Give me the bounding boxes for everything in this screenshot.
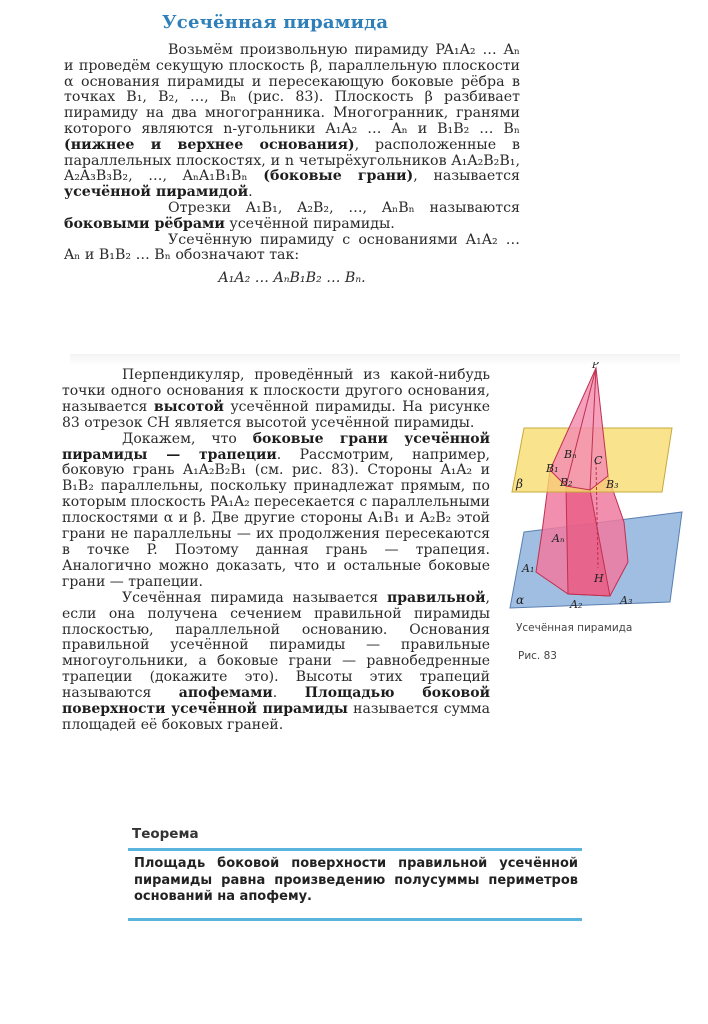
term-regular: правильной <box>386 589 486 606</box>
regular-text-2: , если она получена сечением правильной пирамиды плоскостью, параллельной основанию. Основания правильной усечённой пирамиды — правильные многоугольники, а боковые грани — равнобедренные трапеции (докажите это). Высоты этих трапеций называются <box>62 589 490 702</box>
theorem-title: Теорема <box>132 826 199 842</box>
height-text-1: Перпендикуляр, проведённый из какой-нибудь точки одного основания к плоскости другого основания, называется <box>62 367 490 415</box>
term-lateral-edges: боковыми рёбрами <box>64 215 225 232</box>
intro-paragraph <box>64 43 520 201</box>
label-h: H <box>594 572 604 585</box>
label-b2: B₂ <box>560 476 573 489</box>
edges-paragraph <box>64 201 520 233</box>
intro-section <box>64 12 520 286</box>
term-frustum: усечённой пирамидой <box>64 184 249 201</box>
figure-caption: Усечённая пирамида <box>516 622 633 634</box>
term-height: высотой <box>153 398 224 415</box>
height-paragraph <box>62 368 490 432</box>
term-lateral-faces: (боковые грани) <box>263 168 414 185</box>
term-apothems: апофемами <box>178 685 273 702</box>
intro-text-3: , называется <box>413 168 520 185</box>
label-b1: B₁ <box>546 462 559 475</box>
term-trapezoids: боковые грани усечённой пирамиды — трапеции <box>62 430 490 463</box>
theorem-bottom-rule <box>128 918 582 921</box>
label-beta: β <box>516 477 523 491</box>
proof-paragraph <box>62 432 490 591</box>
proof-text-2: . Рассмотрим, например, боковую грань A₁A₂B₂B₁ (см. рис. 83). Стороны A₁A₂ и B₁B₂ параллельны, поскольку принадлежат прямым, по которым плоскость PA₁A₂ пересекается с параллельными плоскостями α и β. Две другие стороны A₁B₁ и A₂B₂ этой грани не параллельны — их продолжения пересекаются в точке P. Поэтому данная грань — трапеция. Аналогично можно доказать, что и остальные боковые грани — трапеции. <box>62 446 490 590</box>
regular-paragraph <box>62 591 490 734</box>
main-text <box>62 368 490 734</box>
term-bases: (нижнее и верхнее основания) <box>64 136 355 153</box>
label-an: Aₙ <box>552 532 565 545</box>
figure-number: Рис. 83 <box>518 650 557 662</box>
theorem-text: Площадь боковой поверхности правильной усечённой пирамиды равна произведению полусуммы периметров оснований на апофему. <box>134 856 578 904</box>
frustum-figure <box>502 362 692 682</box>
label-p: P <box>592 362 599 371</box>
height-text-2: усечённой пирамиды. На рисунке 83 отрезок CH является высотой усечённой пирамиды. <box>62 398 490 431</box>
edges-text-1: Отрезки A₁B₁, A₂B₂, …, AₙBₙ называются <box>168 199 520 216</box>
regular-text-1: Усечённая пирамида называется <box>122 589 387 606</box>
label-a1: A₁ <box>522 562 535 575</box>
label-a3: A₃ <box>620 594 633 607</box>
intro-text-1: Возьмём произвольную пирамиду PA₁A₂ … Aₙ и проведём секущую плоскость β, параллельную плоскости α основания пирамиды и пересекающую боковые рёбра в точках B₁, B₂, …, Bₙ (рис. 83). Плоскость β разбивает пирамиду на два многогранника. Многогранник, гранями которого являются n-угольники A₁A₂ … Aₙ и B₁B₂ … Bₙ <box>64 42 520 137</box>
regular-text-4: называется сумма площадей её боковых граней. <box>62 701 490 733</box>
term-lateral-area: Площадью боковой поверхности усечённой пирамиды <box>62 685 490 718</box>
edges-text-2: усечённой пирамиды. <box>224 215 395 232</box>
proof-text-1: Докажем, что <box>122 430 253 447</box>
label-b3: B₃ <box>606 478 619 491</box>
label-c: C <box>594 454 603 467</box>
label-alpha: α <box>516 593 525 607</box>
theorem-top-rule <box>128 848 582 851</box>
label-bn: Bₙ <box>564 448 577 461</box>
notation-formula: A₁A₂ … AₙB₁B₂ … Bₙ. <box>218 270 366 287</box>
regular-text-3: . <box>272 685 305 702</box>
label-a2: A₂ <box>570 598 583 611</box>
notation-paragraph: Усечённую пирамиду с основаниями A₁A₂ … Aₙ и B₁B₂ … Bₙ обозначают так: <box>64 231 520 264</box>
intro-text-2: , расположенные в параллельных плоскостях, и n четырёхугольников A₁A₂B₂B₁, A₂A₃B₃B₂, …, AₙA₁B₁Bₙ <box>64 136 520 185</box>
section-heading: Усечённая пирамида <box>162 12 389 33</box>
intro-text-4: . <box>248 184 253 201</box>
